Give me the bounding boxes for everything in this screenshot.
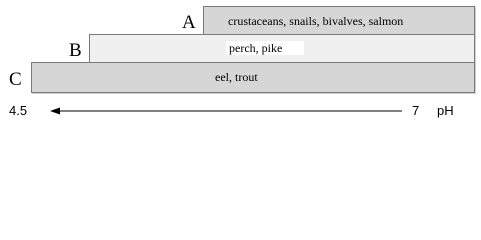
ph-axis-arrow: [50, 104, 406, 118]
ph-unit-label: pH: [437, 103, 454, 118]
species-list-a: crustaceans, snails, bivalves, salmon: [228, 14, 404, 28]
group-label-a: A: [182, 12, 196, 33]
group-label-c: C: [9, 69, 22, 90]
ph-high-label: 7: [412, 103, 420, 118]
species-list-c: eel, trout: [215, 70, 258, 84]
group-label-b: B: [69, 40, 82, 61]
ph-low-label: 4.5: [9, 103, 28, 118]
species-list-b: perch, pike: [226, 41, 304, 55]
